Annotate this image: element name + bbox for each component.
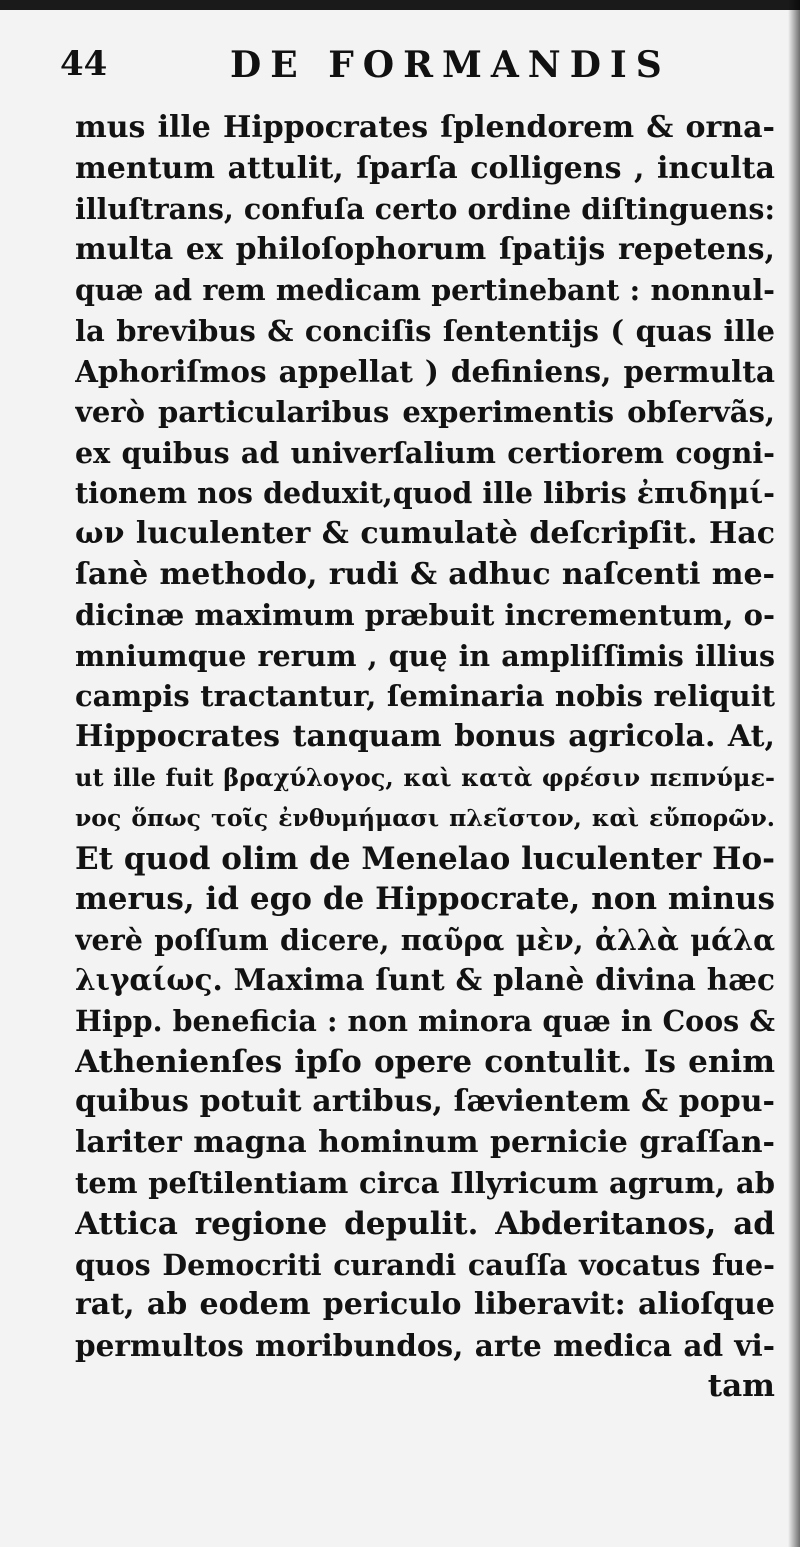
- page-top-edge: [0, 0, 800, 10]
- text-line: quibus potuit artibus, ſævientem & popu-: [75, 1084, 775, 1120]
- text-line: permultos moribundos, arte medica ad vi-: [75, 1327, 775, 1363]
- text-line: ex quibus ad univerſalium certiorem cogni-: [75, 435, 775, 470]
- text-line: Athenienſes ipſo opere contulit. Is enim: [75, 1043, 775, 1080]
- text-line: multa ex philoſophorum ſpatijs repetens,: [75, 231, 775, 267]
- text-line: Attica regione depulit. Abderitanos, ad: [75, 1206, 775, 1243]
- text-line: Hipp. beneficia : non minora quæ in Coos &: [75, 1004, 775, 1039]
- page-header: [60, 44, 760, 94]
- text-line: tem peſtilentiam circa Illyricum agrum, ab: [75, 1166, 775, 1201]
- text-line: verò particularibus experimentis obſervãs,: [75, 395, 775, 430]
- catchword: tam: [707, 1368, 775, 1405]
- text-line: mentum attulit, ſparſa colligens , inculta: [75, 150, 775, 186]
- text-line: lariter magna hominum pernicie graſſan-: [75, 1124, 775, 1160]
- body-text: [75, 108, 775, 1407]
- text-line: rat, ab eodem periculo liberavit: alioſque: [75, 1287, 775, 1323]
- running-head: DE FORMANDIS: [230, 44, 671, 86]
- text-line: merus, id ego de Hippocrate, non minus: [75, 881, 775, 918]
- text-line: campis tractantur, ſeminaria nobis reliquit: [75, 679, 775, 714]
- text-line: Hippocrates tanquam bonus agricola. At,: [75, 718, 775, 754]
- text-line: mus ille Hippocrates ſplendorem & orna-: [75, 110, 775, 145]
- text-line: ων luculenter & cumulatè deſcripſit. Hac: [75, 515, 775, 551]
- text-line: ſanè methodo, rudi & adhuc naſcenti me-: [75, 556, 775, 592]
- text-line: Et quod olim de Menelao luculenter Ho-: [75, 840, 775, 877]
- text-line: illuſtrans, confuſa certo ordine diſtinguens:: [75, 192, 775, 227]
- page-gutter-shadow: [788, 0, 800, 1547]
- text-line: mniumque rerum , quę in ampliſſimis illius: [75, 638, 775, 673]
- text-line: verè poſſum dicere, παῦρα μὲν, ἀλλὰ μάλα: [75, 922, 775, 957]
- text-line: quos Democriti curandi cauſſa vocatus fue-: [75, 1247, 775, 1282]
- text-line: tionem nos deduxit,quod ille libris ἐπιδημί-: [75, 476, 775, 511]
- page-number: 44: [60, 44, 108, 84]
- text-line-greek: ut ille fuit βραχύλογος, καὶ κατὰ φρέσιν πεπνύμε-: [75, 762, 775, 792]
- text-line: dicinæ maximum præbuit incrementum, o-: [75, 598, 775, 633]
- text-line: λιγαίως. Maxima ſunt & planè divina hæc: [75, 962, 775, 998]
- text-line-greek: νος ὅπως τοῖς ἐνθυμήμασι πλεῖστον, καὶ εὔπορῶν.: [75, 804, 775, 833]
- text-line: quæ ad rem medicam pertinebant : nonnul-: [75, 273, 775, 308]
- text-line: Aphoriſmos appellat ) definiens, permulta: [75, 353, 775, 389]
- text-line: la brevibus & conciſis ſententijs ( quas ille: [75, 313, 775, 348]
